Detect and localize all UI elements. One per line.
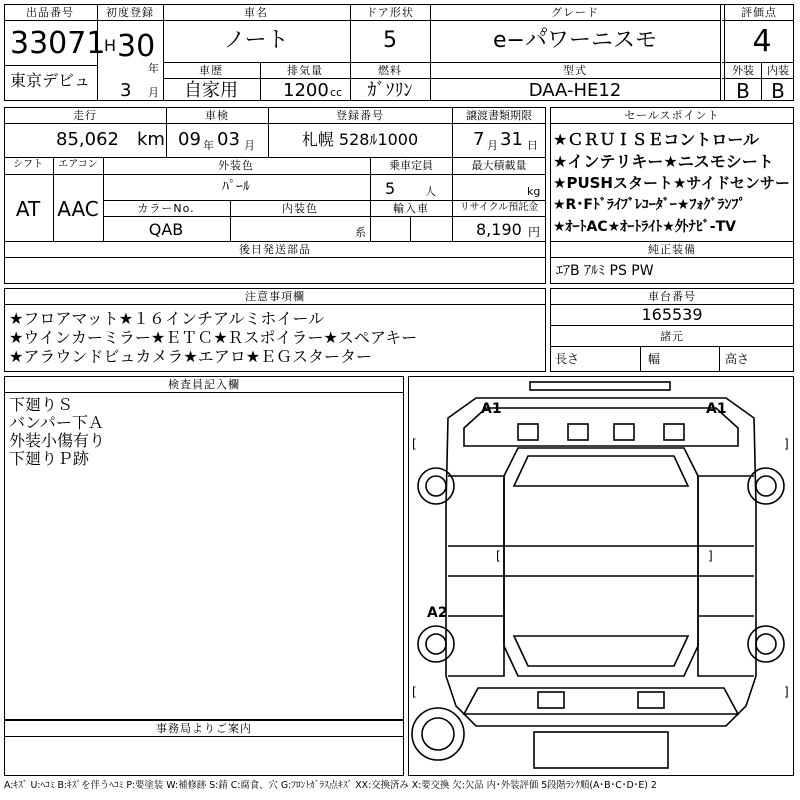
lot-number: 33071 bbox=[10, 26, 106, 61]
sales-point: ★インテリキー★ニスモシート bbox=[553, 152, 774, 171]
length-label: 長さ bbox=[555, 352, 580, 366]
history-value: 自家用 bbox=[184, 80, 238, 101]
transfer-day-unit: 日 bbox=[527, 139, 538, 152]
car-name-label: 車名 bbox=[244, 6, 268, 19]
displacement-unit: cc bbox=[330, 86, 343, 99]
grade-value: e−パ゚ワーニスモ bbox=[493, 28, 657, 53]
mileage-unit: km bbox=[137, 129, 165, 150]
inspector-notes-label: 検査員記入欄 bbox=[168, 378, 240, 391]
damage-mark: A2 bbox=[427, 605, 448, 621]
inspector-line: 下廻りＳ bbox=[9, 395, 74, 414]
color-number-label: カラーNo. bbox=[137, 202, 195, 215]
chassis-number: 165539 bbox=[641, 305, 703, 324]
damage-mark: A1 bbox=[706, 401, 727, 417]
inspection-month-unit: 月 bbox=[244, 139, 255, 152]
first-registration-label: 初度登録 bbox=[106, 6, 154, 19]
fuel-value: ｶﾞｿﾘﾝ bbox=[367, 80, 413, 101]
interior-grade-label: 内装 bbox=[767, 64, 789, 77]
exterior-color: ﾊﾟｰﾙ bbox=[222, 179, 250, 195]
standard-equipment: ｴｱB ｱﾙﾐ PS PW bbox=[556, 263, 654, 279]
transfer-month: 7 bbox=[473, 129, 485, 150]
shift-label: シフト bbox=[13, 159, 43, 170]
score-label: 評価点 bbox=[741, 6, 777, 19]
mileage-value: 85,062 bbox=[56, 129, 119, 150]
specifications-label: 諸元 bbox=[660, 330, 684, 343]
transfer-deadline-label: 譲渡書類期限 bbox=[466, 109, 532, 122]
inspection-month: 03 bbox=[217, 129, 240, 150]
month-unit: 月 bbox=[148, 86, 159, 99]
sales-points-label: セールスポイント bbox=[624, 109, 720, 122]
mileage-label: 走行 bbox=[73, 109, 97, 122]
exterior-grade: B bbox=[736, 79, 750, 103]
registration-number: 札幌 528ﾙ1000 bbox=[301, 130, 419, 149]
inspector-line: 下廻りＰ跡 bbox=[9, 449, 90, 468]
svg-text:]: ] bbox=[784, 685, 789, 699]
model-code-label: 型式 bbox=[563, 64, 587, 77]
inspection-year-unit: 年 bbox=[203, 139, 214, 152]
sales-point: ★ＣＲＵＩＳＥコントロール bbox=[553, 130, 760, 149]
registration-month: 3 bbox=[120, 80, 132, 101]
damage-mark: A1 bbox=[481, 401, 502, 417]
grade-label: グレード bbox=[551, 6, 599, 19]
note-line: ★アラウンドビュカメラ★エアロ★ＥＧスターター bbox=[9, 347, 373, 366]
aircon-value: AAC bbox=[57, 197, 99, 221]
door-value: 5 bbox=[383, 28, 397, 53]
recycle-unit: 円 bbox=[528, 225, 541, 239]
legend: A:ｷｽﾞ U:ﾍｺﾐ B:ｷｽﾞを伴うﾍｺﾐ P:要塗装 W:補修跡 S:錆 C:腐食、穴 G:ﾌﾛﾝﾄｶﾞﾗｽ点ｷｽﾞ XX:交換済み X:要交換 欠:欠品 内･外装評価 5段階ﾗﾝｸ順(A･B･C･D･E) 2 bbox=[4, 780, 657, 791]
max-load-label: 最大積載量 bbox=[471, 159, 527, 172]
width-label: 幅 bbox=[648, 352, 661, 366]
inspector-line: 外装小傷有り bbox=[9, 431, 106, 450]
recycle-deposit-label: リサイクル預託金 bbox=[459, 202, 539, 213]
car-diagram bbox=[408, 376, 794, 776]
svg-text:[: [ bbox=[412, 685, 417, 699]
standard-equipment-label: 純正装備 bbox=[648, 243, 696, 256]
recycle-deposit: 8,190 bbox=[476, 220, 522, 239]
registration-number-label: 登録番号 bbox=[336, 109, 384, 122]
score-value: 4 bbox=[752, 24, 772, 59]
transfer-month-unit: 月 bbox=[487, 139, 498, 152]
inspection-label: 車検 bbox=[205, 109, 229, 122]
svg-text:]: ] bbox=[784, 437, 789, 451]
note-line: ★ウインカーミラー★ＥＴＣ★Ｒスポイラー★スペアキー bbox=[9, 328, 418, 347]
capacity-unit: 人 bbox=[425, 185, 436, 198]
inspector-line: バンパー下Ａ bbox=[9, 413, 104, 432]
max-load-unit: kg bbox=[527, 185, 541, 198]
sales-point: ★PUSHスタート★サイドセンサー bbox=[553, 174, 790, 192]
interior-color-unit: 系 bbox=[355, 226, 366, 239]
displacement-label: 排気量 bbox=[287, 64, 323, 77]
height-label: 高さ bbox=[725, 352, 750, 366]
notes-label: 注意事項欄 bbox=[245, 290, 305, 303]
displacement-value: 1200 bbox=[283, 80, 329, 101]
exterior-grade-label: 外装 bbox=[732, 64, 754, 77]
era: H bbox=[104, 36, 117, 55]
lot-number-label: 出品番号 bbox=[26, 6, 74, 19]
sales-point: ★ｵｰﾄAC★ｵｰﾄﾗｲﾄ★外ﾅﾋﾞ-TV bbox=[553, 219, 736, 235]
svg-text:[: [ bbox=[412, 437, 417, 451]
tokyo-debut-label: 東京デビュ bbox=[10, 71, 91, 90]
transfer-day: 31 bbox=[500, 129, 523, 150]
exterior-color-label: 外装色 bbox=[218, 159, 254, 172]
door-label: ドア形状 bbox=[366, 6, 414, 19]
aircon-label: エアコン bbox=[58, 159, 98, 170]
model-code: DAA-HE12 bbox=[528, 80, 622, 101]
year-unit: 年 bbox=[148, 62, 159, 75]
shift-value: AT bbox=[15, 197, 41, 221]
car-name: ノート bbox=[223, 28, 289, 53]
history-label: 車歴 bbox=[199, 64, 223, 77]
svg-text:]: ] bbox=[708, 549, 713, 563]
fuel-label: 燃料 bbox=[378, 64, 402, 77]
capacity-value: 5 bbox=[385, 179, 396, 198]
capacity-label: 乗車定員 bbox=[389, 159, 433, 172]
import-car-label: 輸入車 bbox=[393, 202, 429, 215]
note-line: ★フロアマット★１６インチアルミホイール bbox=[9, 309, 325, 328]
inspection-year: 09 bbox=[178, 129, 201, 150]
office-guide-label: 事務局よりご案内 bbox=[156, 722, 252, 735]
interior-grade: B bbox=[771, 79, 785, 103]
later-parts-label: 後日発送部品 bbox=[239, 243, 311, 256]
sales-point: ★R･Fﾄﾞﾗｲﾌﾞﾚｺｰﾀﾞｰ★ﾌｫｸﾞﾗﾝﾌﾟ bbox=[553, 197, 746, 213]
registration-year: 30 bbox=[117, 29, 156, 64]
color-number: QAB bbox=[148, 220, 184, 239]
chassis-number-label: 車台番号 bbox=[648, 290, 696, 303]
svg-text:[: [ bbox=[496, 549, 501, 563]
interior-color-label: 内装色 bbox=[282, 202, 318, 215]
